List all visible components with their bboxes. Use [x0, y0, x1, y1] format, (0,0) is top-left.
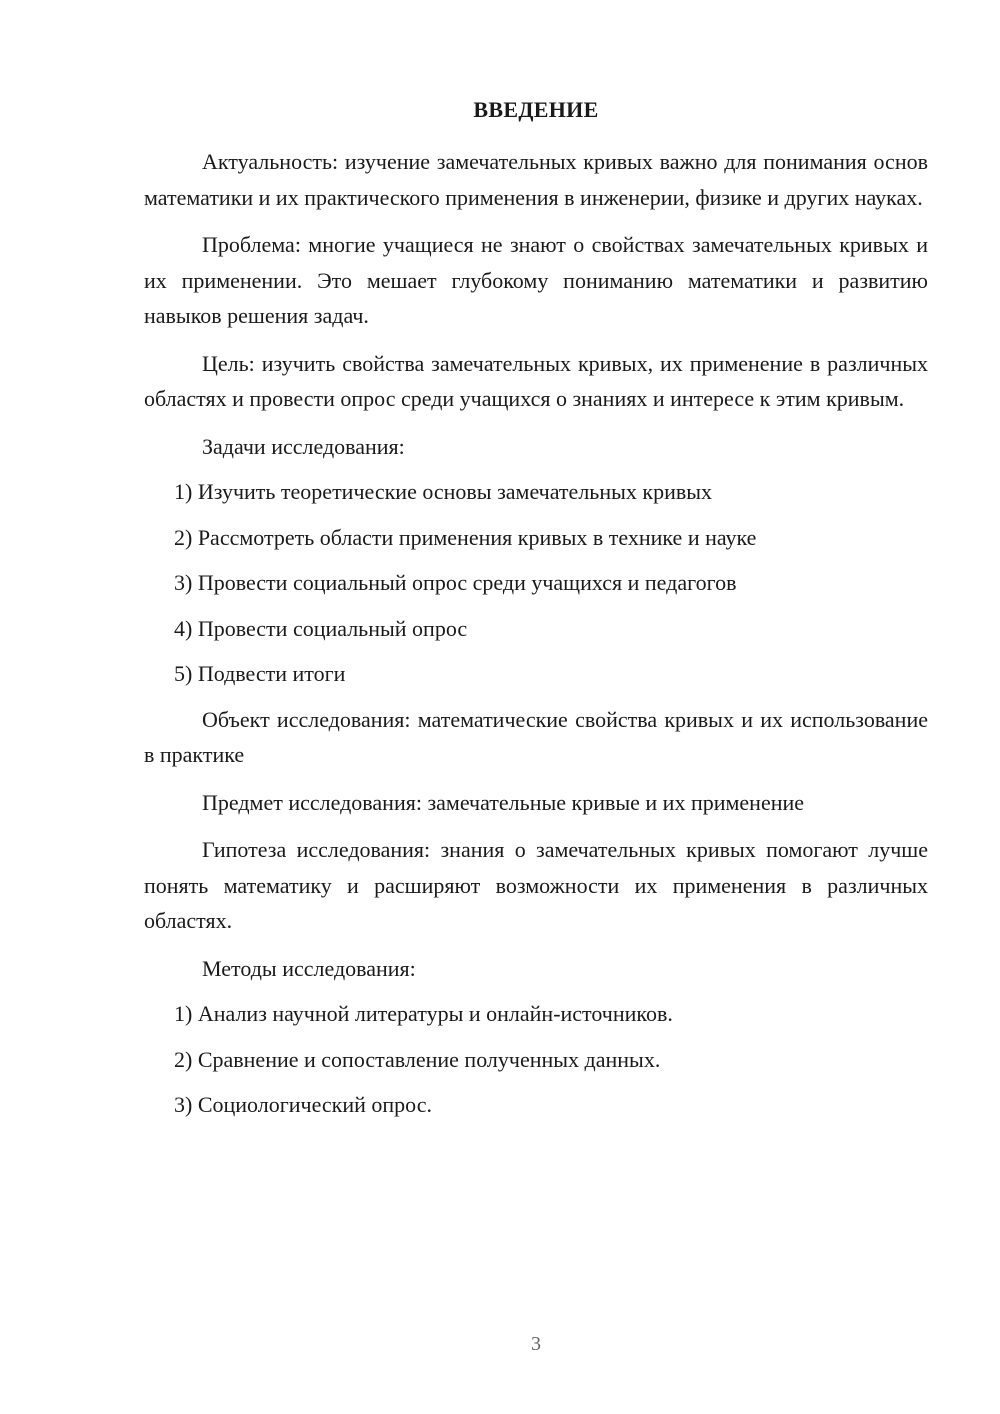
page-title: ВВЕДЕНИЕ: [473, 97, 599, 122]
list-item: 1) Анализ научной литературы и онлайн-источников.: [174, 1001, 673, 1026]
methods-label: Методы исследования:: [202, 955, 416, 981]
list-item: 2) Рассмотреть области применения кривых в технике и науке: [174, 524, 757, 550]
subject-paragraph: Предмет исследования: замечательные кривые и их применение: [202, 789, 805, 815]
list-item: 2) Сравнение и сопоставление полученных данных.: [174, 1046, 661, 1072]
problem-paragraph: Проблема: многие учащиеся не знают о свойствах замечательных кривых и их применении. Это мешает глубокому пониманию математики и развитию навыков решения задач.: [144, 232, 928, 328]
page-number: 3: [531, 1333, 541, 1355]
list-item: 3) Социологический опрос.: [174, 1092, 432, 1117]
list-item: 3) Провести социальный опрос среди учащихся и педагогов: [174, 570, 737, 595]
hypothesis-paragraph: Гипотеза исследования: знания о замечательных кривых помогают лучше понять математику и расширяют возможности их применения в различных областях.: [144, 837, 928, 933]
relevance-paragraph: Актуальность: изучение замечательных кривых важно для понимания основ математики и их практического применения в инженерии, физике и других науках.: [144, 149, 928, 210]
list-item: 5) Подвести итоги: [174, 661, 346, 686]
tasks-label: Задачи исследования:: [202, 433, 405, 459]
list-item: 4) Провести социальный опрос: [174, 615, 468, 641]
goal-paragraph: Цель: изучить свойства замечательных кривых, их применение в различных областях и провести опрос среди учащихся о знаниях и интересе к этим кривым.: [144, 350, 928, 411]
object-paragraph: Объект исследования: математические свойства кривых и их использование в практике: [144, 706, 928, 767]
list-item: 1) Изучить теоретические основы замечательных кривых: [174, 479, 713, 504]
document-page: [144, 94, 928, 1133]
